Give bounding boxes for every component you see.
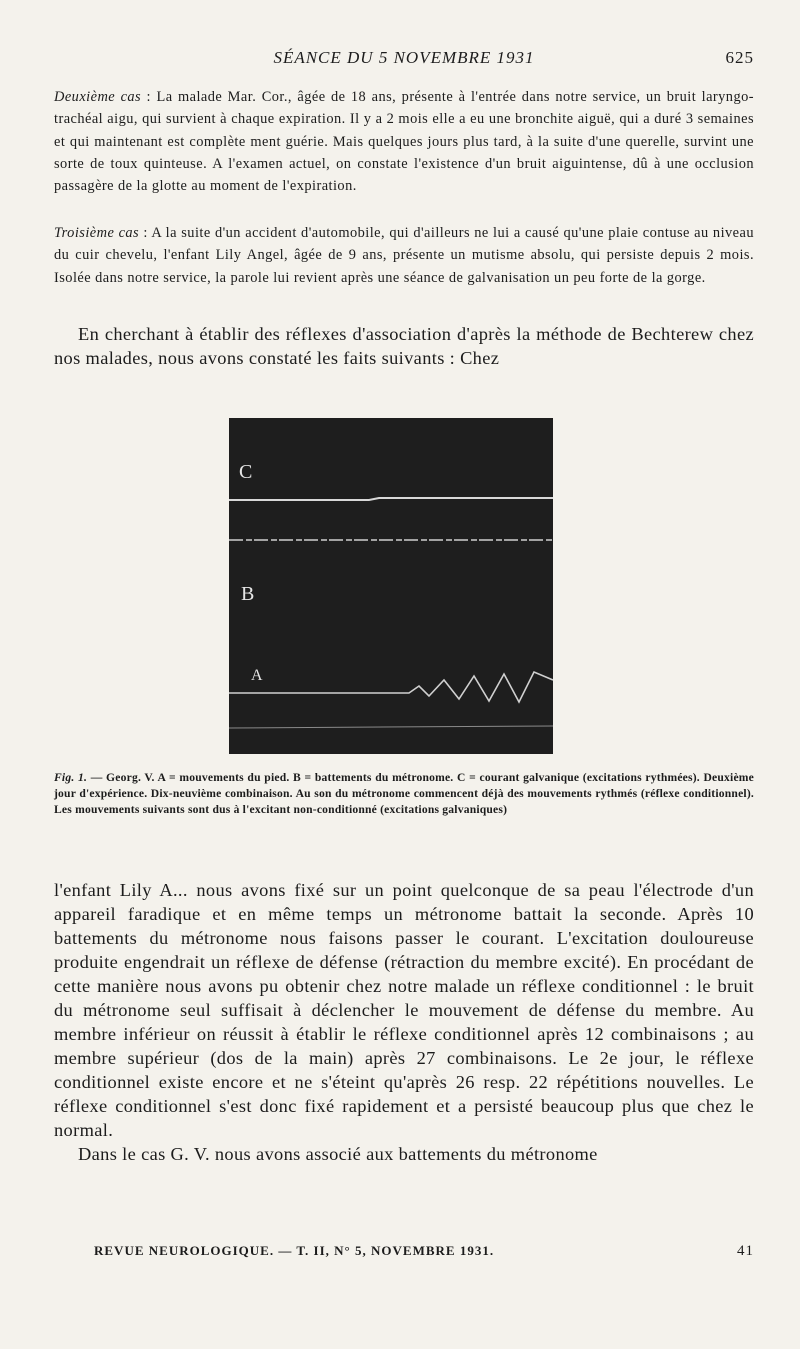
kymograph-trace: [229, 418, 553, 754]
case-two-text: : La malade Mar. Cor., âgée de 18 ans, présente à l'entrée dans notre service, un bruit laryngo-trachéal aigu, qui survient à chaque expiration. Il y a 2 mois elle a eu une bronchite aiguë, qui a duré 3 semaines et qui maintenant est complète ment guérie. Mais quelques jours plus tard, à la suite d'une querelle, survint une sorte de toux quinteuse. A l'examen actuel, on constate l'existence d'un bruit aiguintense, dû à une occlusion passagère de la glotte au moment de l'expiration.: [54, 89, 754, 195]
trace-b-label: B: [241, 583, 255, 605]
body-paragraph: l'enfant Lily A... nous avons fixé sur un point quelconque de sa peau l'électrode d'un appareil faradique et en même temps un métronome battait la seconde. Après 10 battements du métronome nous faisons passer le courant. L'excitation douloureuse produite engendrait un réflexe de défense (rétraction du membre excité). En procédant de cette manière nous avons pu obtenir chez notre malade un réflexe conditionnel : le bruit du métronome seul suffisait à déclencher le mouvement de défense du membre. Au membre inférieur on réussit à établir le réflexe conditionnel après 12 combinaisons ; au membre supérieur (dos de la main) après 27 combinaisons. Le 2e jour, le réflexe conditionnel existe encore et ne s'éteint qu'après 26 resp. 22 répétitions nouvelles. Le réflexe conditionnel s'est donc fixé rapidement et a persisté beaucoup plus que chez le normal.: [54, 880, 754, 1140]
case-three-paragraph: [54, 222, 754, 289]
figure-background: [229, 418, 553, 754]
page-header: [54, 48, 754, 72]
running-title: SÉANCE DU 5 NOVEMBRE 1931: [273, 48, 535, 67]
journal-reference: REVUE NEUROLOGIQUE. — T. II, N° 5, NOVEMBRE 1931.: [94, 1243, 495, 1258]
case-two-lead: Deuxième cas: [54, 89, 142, 105]
trace-c-label: C: [239, 461, 253, 483]
page-footer: [54, 1243, 754, 1267]
case-two-paragraph: [54, 86, 754, 197]
page-number: 625: [725, 48, 754, 67]
figure-caption: [54, 770, 754, 818]
case-three-text: : A la suite d'un accident d'automobile, qui d'ailleurs ne lui a causé qu'une plaie contuse au niveau du cuir chevelu, l'enfant Lily Angel, âgée de 9 ans, présente un mutisme absolu, qui persiste depuis 2 mois. Isolée dans notre service, la parole lui revient après une séance de galvanisation un peu forte de la gorge.: [54, 225, 754, 286]
signature-mark: 41: [737, 1243, 754, 1259]
figure-caption-label: Fig. 1.: [54, 771, 88, 784]
intro-paragraph: En cherchant à établir des réflexes d'association d'après la méthode de Bechterew chez nos malades, nous avons constaté les faits suivants : Chez: [54, 324, 754, 368]
body-last-line: Dans le cas G. V. nous avons associé aux battements du métronome: [78, 1144, 598, 1164]
trace-a-label: A: [251, 667, 263, 684]
kymograph-figure: [229, 418, 553, 754]
body-section: [54, 878, 754, 1166]
case-three-lead: Troisième cas: [54, 225, 140, 241]
figure-caption-text: — Georg. V. A = mouvements du pied. B = battements du métronome. C = courant galvanique (excitations rythmées). Deuxième jour d'expérience. Dix-neuvième combinaison. Au son du métronome commencent déjà des mouvements rythmés (réflexe conditionnel). Les mouvements suivants sont dus à l'excitant non-conditionné (excitations galvaniques): [54, 771, 754, 816]
